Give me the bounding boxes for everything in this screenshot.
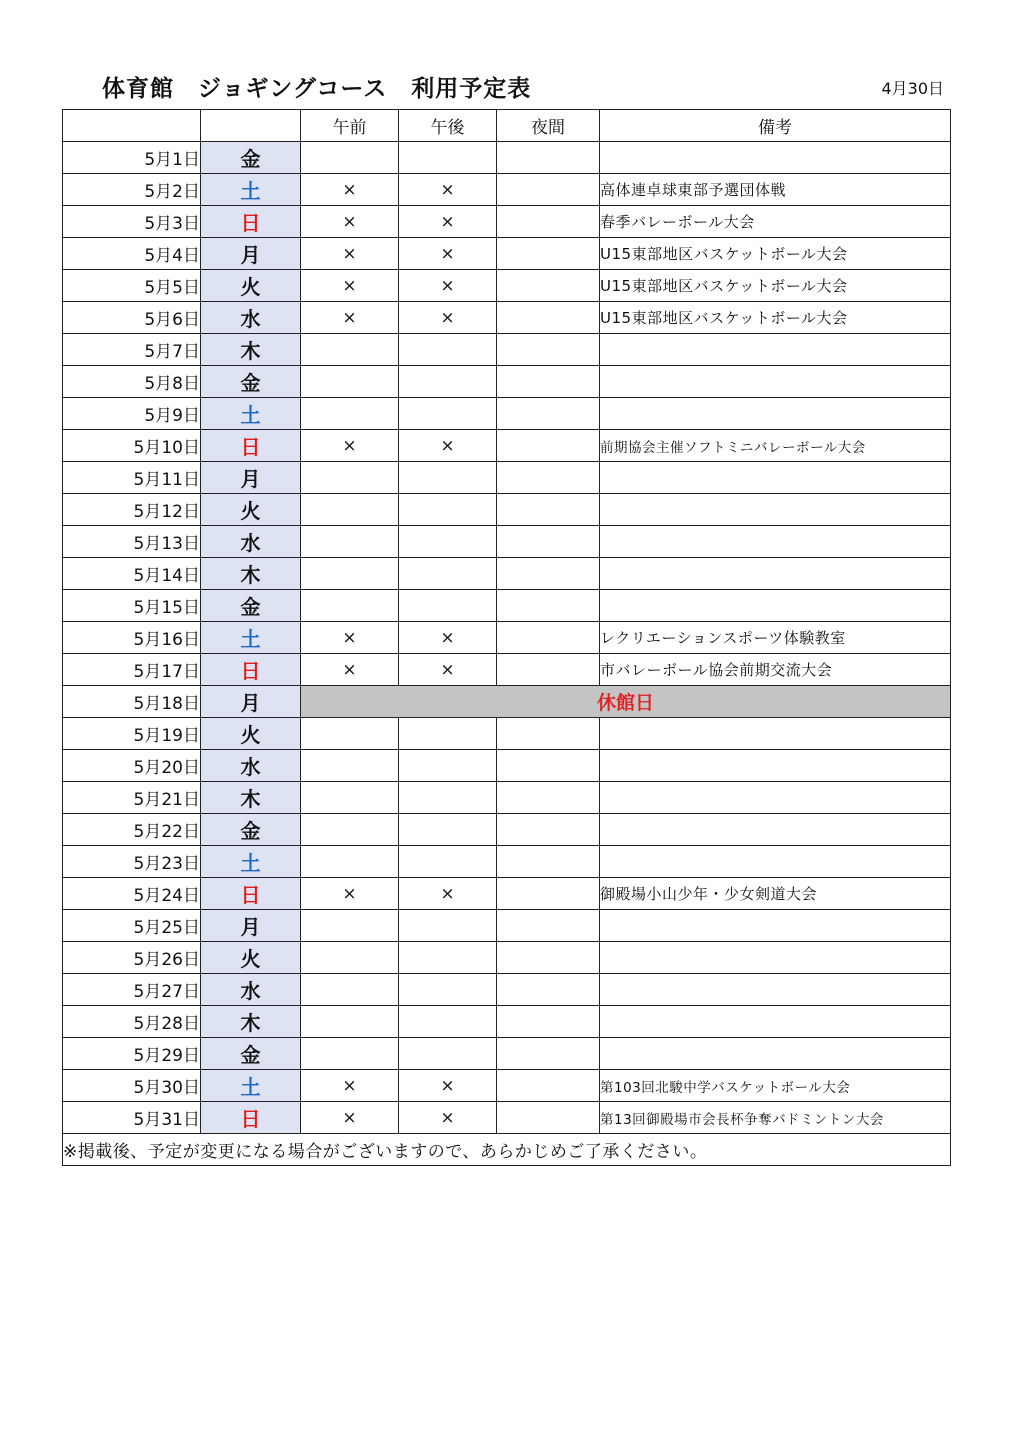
night-cell <box>497 558 600 590</box>
notes-cell <box>600 590 951 622</box>
night-cell <box>497 206 600 238</box>
pm-cell <box>399 558 497 590</box>
table-row <box>63 174 951 206</box>
date-cell: 5月27日 <box>63 974 201 1006</box>
notes-cell: U15東部地区バスケットボール大会 <box>600 302 951 334</box>
pm-cell: × <box>399 1102 497 1134</box>
table-row <box>63 270 951 302</box>
notes-cell: U15東部地区バスケットボール大会 <box>600 270 951 302</box>
table-row <box>63 142 951 174</box>
notes-cell: 高体連卓球東部予選団体戦 <box>600 174 951 206</box>
pm-cell: × <box>399 206 497 238</box>
date-cell: 5月23日 <box>63 846 201 878</box>
day-of-week-cell: 土 <box>201 398 301 430</box>
am-cell: × <box>301 1070 399 1102</box>
table-row <box>63 1102 951 1134</box>
day-of-week-cell: 木 <box>201 558 301 590</box>
notes-cell <box>600 558 951 590</box>
footer-row <box>63 1134 951 1166</box>
am-cell <box>301 398 399 430</box>
notes-cell: 第13回御殿場市会長杯争奪バドミントン大会 <box>600 1102 951 1134</box>
night-cell <box>497 590 600 622</box>
date-cell: 5月17日 <box>63 654 201 686</box>
am-cell: × <box>301 622 399 654</box>
pm-cell: × <box>399 430 497 462</box>
day-of-week-cell: 火 <box>201 494 301 526</box>
night-cell <box>497 398 600 430</box>
pm-cell: × <box>399 302 497 334</box>
day-of-week-cell: 土 <box>201 174 301 206</box>
day-of-week-cell: 水 <box>201 750 301 782</box>
date-cell: 5月13日 <box>63 526 201 558</box>
am-cell <box>301 590 399 622</box>
night-cell <box>497 1006 600 1038</box>
night-cell <box>497 846 600 878</box>
night-cell <box>497 334 600 366</box>
date-cell: 5月8日 <box>63 366 201 398</box>
notes-cell <box>600 974 951 1006</box>
date-cell: 5月29日 <box>63 1038 201 1070</box>
date-cell: 5月24日 <box>63 878 201 910</box>
pm-cell: × <box>399 238 497 270</box>
day-of-week-cell: 月 <box>201 462 301 494</box>
day-of-week-cell: 月 <box>201 686 301 718</box>
day-of-week-cell: 金 <box>201 142 301 174</box>
night-cell <box>497 366 600 398</box>
table-row <box>63 686 951 718</box>
night-cell <box>497 910 600 942</box>
date-cell: 5月25日 <box>63 910 201 942</box>
date-cell: 5月20日 <box>63 750 201 782</box>
night-cell <box>497 622 600 654</box>
day-of-week-cell: 水 <box>201 526 301 558</box>
pm-cell <box>399 494 497 526</box>
night-cell <box>497 1102 600 1134</box>
table-row <box>63 558 951 590</box>
am-cell <box>301 334 399 366</box>
header-date <box>63 110 201 142</box>
night-cell <box>497 1070 600 1102</box>
day-of-week-cell: 水 <box>201 974 301 1006</box>
am-cell: × <box>301 654 399 686</box>
day-of-week-cell: 日 <box>201 878 301 910</box>
date-cell: 5月18日 <box>63 686 201 718</box>
day-of-week-cell: 金 <box>201 590 301 622</box>
am-cell: × <box>301 1102 399 1134</box>
night-cell <box>497 238 600 270</box>
pm-cell <box>399 142 497 174</box>
day-of-week-cell: 土 <box>201 622 301 654</box>
table-row <box>63 462 951 494</box>
date-cell: 5月11日 <box>63 462 201 494</box>
night-cell <box>497 814 600 846</box>
am-cell <box>301 750 399 782</box>
table-row <box>63 654 951 686</box>
am-cell: × <box>301 174 399 206</box>
am-cell <box>301 974 399 1006</box>
pm-cell: × <box>399 654 497 686</box>
footer-note: ※掲載後、予定が変更になる場合がございますので、あらかじめご了承ください。 <box>63 1134 951 1166</box>
day-of-week-cell: 土 <box>201 846 301 878</box>
table-row <box>63 1006 951 1038</box>
pm-cell <box>399 718 497 750</box>
am-cell <box>301 942 399 974</box>
pm-cell <box>399 590 497 622</box>
day-of-week-cell: 月 <box>201 910 301 942</box>
day-of-week-cell: 火 <box>201 270 301 302</box>
day-of-week-cell: 金 <box>201 814 301 846</box>
pm-cell <box>399 526 497 558</box>
am-cell <box>301 910 399 942</box>
notes-cell: 市バレーボール協会前期交流大会 <box>600 654 951 686</box>
header-row <box>63 110 951 142</box>
notes-cell <box>600 142 951 174</box>
pm-cell <box>399 974 497 1006</box>
night-cell <box>497 718 600 750</box>
am-cell <box>301 366 399 398</box>
date-cell: 5月9日 <box>63 398 201 430</box>
night-cell <box>497 526 600 558</box>
pm-cell <box>399 750 497 782</box>
table-row <box>63 430 951 462</box>
am-cell <box>301 526 399 558</box>
notes-cell: 前期協会主催ソフトミニバレーボール大会 <box>600 430 951 462</box>
pm-cell <box>399 846 497 878</box>
day-of-week-cell: 木 <box>201 1006 301 1038</box>
night-cell <box>497 1038 600 1070</box>
table-row <box>63 878 951 910</box>
night-cell <box>497 494 600 526</box>
am-cell <box>301 782 399 814</box>
notes-cell <box>600 910 951 942</box>
pm-cell: × <box>399 622 497 654</box>
header-am: 午前 <box>301 110 399 142</box>
table-row <box>63 718 951 750</box>
date-cell: 5月5日 <box>63 270 201 302</box>
table-row <box>63 302 951 334</box>
table-row <box>63 526 951 558</box>
day-of-week-cell: 日 <box>201 206 301 238</box>
pm-cell <box>399 1038 497 1070</box>
night-cell <box>497 142 600 174</box>
header-night: 夜間 <box>497 110 600 142</box>
date-cell: 5月16日 <box>63 622 201 654</box>
day-of-week-cell: 火 <box>201 942 301 974</box>
notes-cell <box>600 494 951 526</box>
night-cell <box>497 782 600 814</box>
night-cell <box>497 302 600 334</box>
day-of-week-cell: 金 <box>201 1038 301 1070</box>
night-cell <box>497 462 600 494</box>
notes-cell <box>600 526 951 558</box>
night-cell <box>497 974 600 1006</box>
am-cell <box>301 142 399 174</box>
header-notes: 備考 <box>600 110 951 142</box>
am-cell <box>301 814 399 846</box>
am-cell <box>301 718 399 750</box>
notes-cell <box>600 718 951 750</box>
notes-cell: 御殿場小山少年・少女剣道大会 <box>600 878 951 910</box>
night-cell <box>497 174 600 206</box>
day-of-week-cell: 日 <box>201 430 301 462</box>
table-row <box>63 1070 951 1102</box>
date-cell: 5月30日 <box>63 1070 201 1102</box>
table-row <box>63 942 951 974</box>
date-cell: 5月31日 <box>63 1102 201 1134</box>
night-cell <box>497 270 600 302</box>
date-cell: 5月22日 <box>63 814 201 846</box>
date-cell: 5月14日 <box>63 558 201 590</box>
pm-cell: × <box>399 270 497 302</box>
day-of-week-cell: 火 <box>201 718 301 750</box>
day-of-week-cell: 日 <box>201 654 301 686</box>
night-cell <box>497 654 600 686</box>
am-cell: × <box>301 270 399 302</box>
pm-cell <box>399 782 497 814</box>
notes-cell: U15東部地区バスケットボール大会 <box>600 238 951 270</box>
day-of-week-cell: 木 <box>201 782 301 814</box>
table-row <box>63 750 951 782</box>
night-cell <box>497 878 600 910</box>
table-row <box>63 494 951 526</box>
notes-cell: レクリエーションスポーツ体験教室 <box>600 622 951 654</box>
am-cell <box>301 494 399 526</box>
notes-cell <box>600 366 951 398</box>
table-row <box>63 782 951 814</box>
header-dow <box>201 110 301 142</box>
day-of-week-cell: 月 <box>201 238 301 270</box>
pm-cell <box>399 814 497 846</box>
table-row <box>63 334 951 366</box>
table-row <box>63 206 951 238</box>
pm-cell: × <box>399 1070 497 1102</box>
am-cell: × <box>301 430 399 462</box>
table-row <box>63 846 951 878</box>
night-cell <box>497 942 600 974</box>
date-cell: 5月2日 <box>63 174 201 206</box>
notes-cell: 第103回北駿中学バスケットボール大会 <box>600 1070 951 1102</box>
pm-cell <box>399 366 497 398</box>
am-cell <box>301 558 399 590</box>
date-cell: 5月12日 <box>63 494 201 526</box>
date-cell: 5月28日 <box>63 1006 201 1038</box>
table-row <box>63 622 951 654</box>
notes-cell <box>600 1038 951 1070</box>
pm-cell: × <box>399 174 497 206</box>
pm-cell <box>399 398 497 430</box>
night-cell <box>497 750 600 782</box>
table-row <box>63 366 951 398</box>
notes-cell <box>600 462 951 494</box>
notes-cell <box>600 942 951 974</box>
am-cell: × <box>301 206 399 238</box>
date-cell: 5月19日 <box>63 718 201 750</box>
day-of-week-cell: 日 <box>201 1102 301 1134</box>
schedule-table <box>62 109 951 1166</box>
table-row <box>63 398 951 430</box>
notes-cell <box>600 334 951 366</box>
day-of-week-cell: 土 <box>201 1070 301 1102</box>
date-cell: 5月4日 <box>63 238 201 270</box>
am-cell: × <box>301 302 399 334</box>
am-cell: × <box>301 238 399 270</box>
date-cell: 5月10日 <box>63 430 201 462</box>
table-row <box>63 814 951 846</box>
notes-cell <box>600 398 951 430</box>
am-cell <box>301 846 399 878</box>
closed-day-cell: 休館日 <box>301 686 951 718</box>
table-row <box>63 590 951 622</box>
notes-cell <box>600 1006 951 1038</box>
date-cell: 5月7日 <box>63 334 201 366</box>
notes-cell <box>600 846 951 878</box>
date-cell: 5月1日 <box>63 142 201 174</box>
am-cell <box>301 1038 399 1070</box>
date-cell: 5月6日 <box>63 302 201 334</box>
pm-cell <box>399 462 497 494</box>
day-of-week-cell: 木 <box>201 334 301 366</box>
notes-cell <box>600 814 951 846</box>
pm-cell <box>399 942 497 974</box>
date-cell: 5月15日 <box>63 590 201 622</box>
night-cell <box>497 430 600 462</box>
table-row <box>63 1038 951 1070</box>
pm-cell <box>399 910 497 942</box>
notes-cell <box>600 782 951 814</box>
table-row <box>63 974 951 1006</box>
pm-cell <box>399 334 497 366</box>
table-row <box>63 910 951 942</box>
page-title: 体育館 ジョギングコース 利用予定表 <box>102 76 532 102</box>
day-of-week-cell: 金 <box>201 366 301 398</box>
issue-date: 4月30日 <box>881 79 944 98</box>
table-row <box>63 238 951 270</box>
pm-cell <box>399 1006 497 1038</box>
date-cell: 5月3日 <box>63 206 201 238</box>
notes-cell: 春季バレーボール大会 <box>600 206 951 238</box>
pm-cell: × <box>399 878 497 910</box>
date-cell: 5月21日 <box>63 782 201 814</box>
am-cell <box>301 462 399 494</box>
am-cell <box>301 1006 399 1038</box>
day-of-week-cell: 水 <box>201 302 301 334</box>
notes-cell <box>600 750 951 782</box>
header-pm: 午後 <box>399 110 497 142</box>
am-cell: × <box>301 878 399 910</box>
date-cell: 5月26日 <box>63 942 201 974</box>
